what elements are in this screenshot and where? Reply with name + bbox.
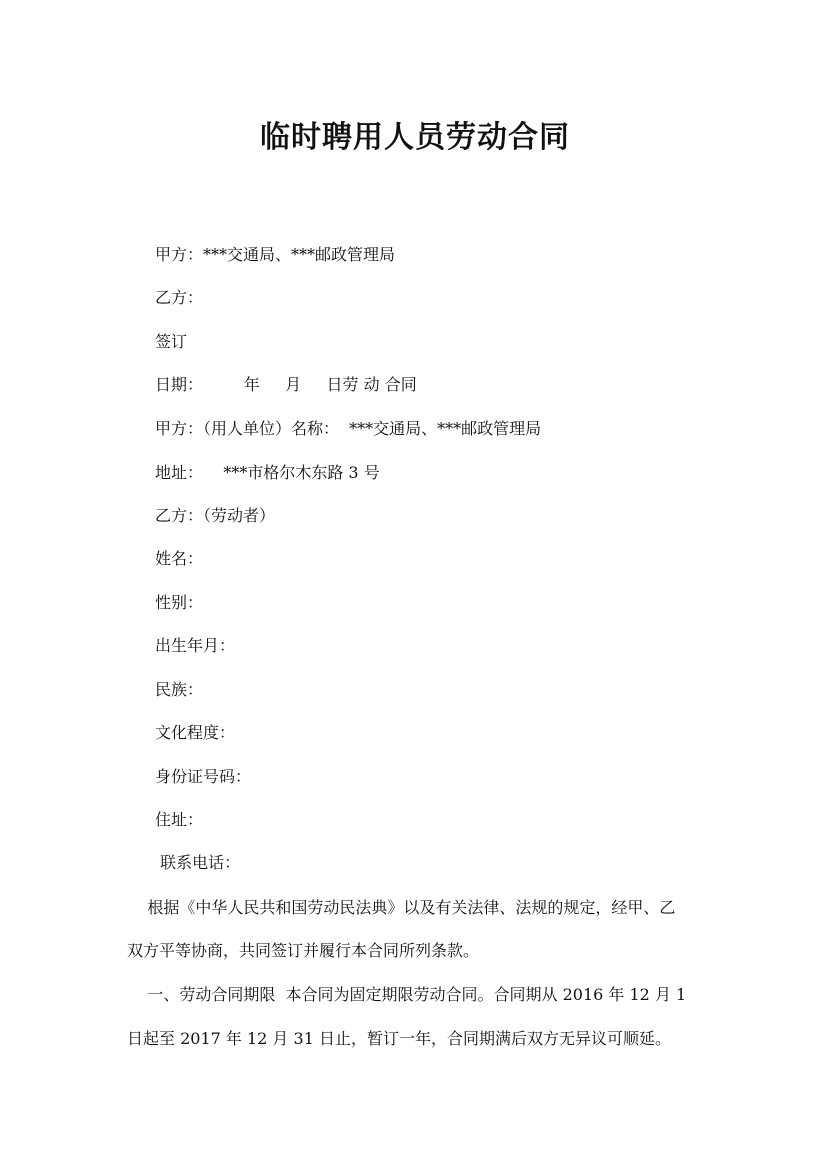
paragraph-term-line1: 一、劳动合同期限 本合同为固定期限劳动合同。合同期从 2016 年 12 月 1 [127,985,687,1004]
field-employer-name: 甲方：（用人单位）名称： ***交通局、***邮政管理局 [155,419,542,438]
field-employee: 乙方：（劳动者） [155,506,276,525]
field-phone: 联系电话： [155,853,241,872]
field-id-number: 身份证号码： [155,767,252,786]
field-education: 文化程度： [155,723,236,742]
field-party-b: 乙方： [155,288,204,307]
document-title: 临时聘用人员劳动合同 [260,120,570,155]
field-address: 地址： ***市格尔木东路 3 号 [155,463,380,482]
field-signed: 签订 [155,332,188,351]
field-birth: 出生年月： [155,636,236,655]
field-ethnicity: 民族： [155,680,204,699]
field-name: 姓名： [155,549,204,568]
field-residence: 住址： [155,810,204,829]
field-party-a: 甲方：***交通局、***邮政管理局 [155,245,396,264]
field-gender: 性别： [155,593,204,612]
paragraph-basis-line1: 根据《中华人民共和国劳动民法典》以及有关法律、法规的规定，经甲、乙 [127,898,676,917]
paragraph-basis-line2: 双方平等协商，共同签订并履行本合同所列条款。 [127,941,480,960]
field-date: 日期： 年 月 日劳 动 合同 [155,375,417,394]
paragraph-term-line2: 日起至 2017 年 12 月 31 日止，暂订一年，合同期满后双方无异议可顺延。 [127,1029,671,1048]
